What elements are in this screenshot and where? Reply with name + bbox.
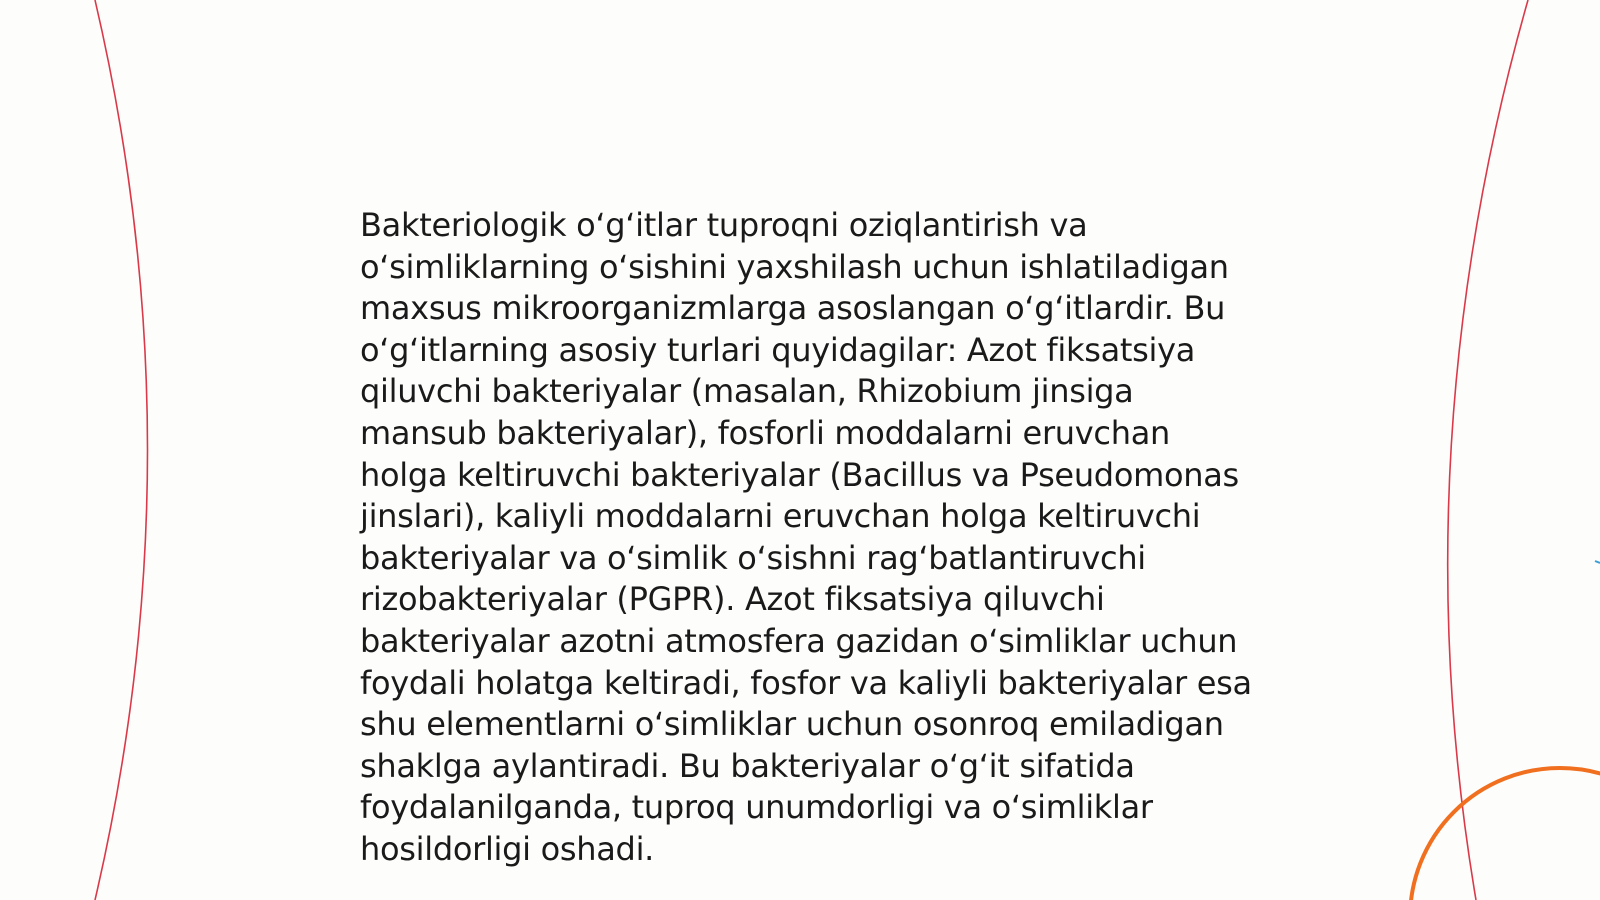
- orange-circle-outline: [1410, 768, 1600, 900]
- left-curve-line: [95, 0, 148, 900]
- blue-accent-mark: [1595, 561, 1600, 563]
- right-curve-line: [1448, 0, 1528, 900]
- slide-body-text: Bakteriologik oʻgʻitlar tuproqni oziqlantirish va oʻsimliklarning oʻsishini yaxshilash uchun ishlatiladigan maxsus mikroorganizmlarga asoslangan oʻgʻitlardir. Bu oʻgʻitlarning asosiy turlari quyidagilar: Azot fiksatsiya qiluvchi bakteriyalar (masalan, Rhizobium jinsiga mansub bakteriyalar), fosforli moddalarni eruvchan holga keltiruvchi bakteriyalar (Bacillus va Pseudomonas jinslari), kaliyli moddalarni eruvchan holga keltiruvchi bakteriyalar va oʻsimlik oʻsishni ragʻbatlantiruvchi rizobakteriyalar (PGPR). Azot fiksatsiya qiluvchi bakteriyalar azotni atmosfera gazidan oʻsimliklar uchun foydali holatga keltiradi, fosfor va kaliyli bakteriyalar esa shu elementlarni oʻsimliklar uchun osonroq emiladigan shaklga aylantiradi. Bu bakteriyalar oʻgʻit sifatida foydalanilganda, tuproq unumdorligi va oʻsimliklar hosildorligi oshadi.: [360, 206, 1252, 868]
